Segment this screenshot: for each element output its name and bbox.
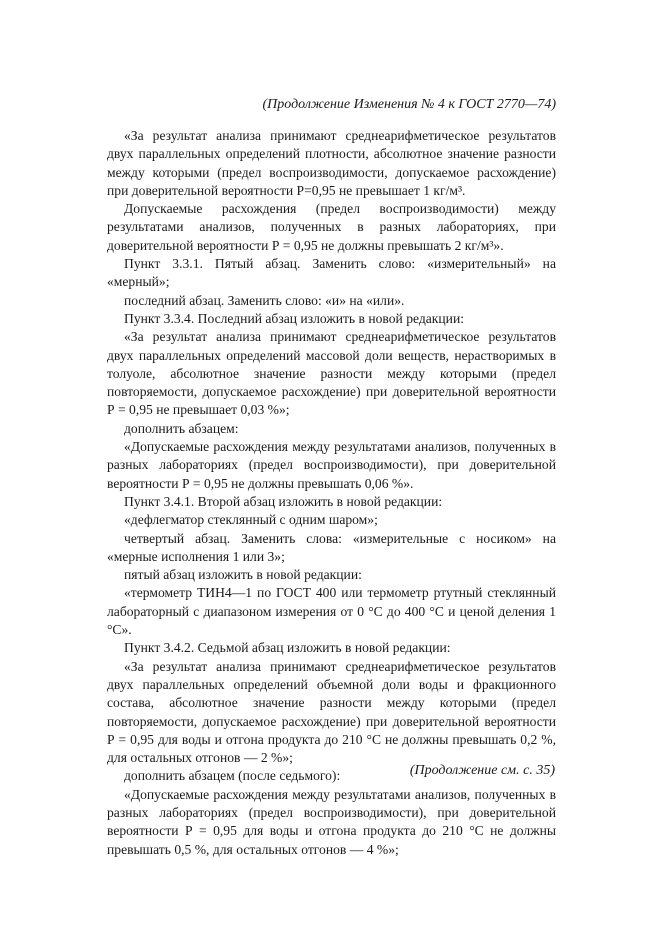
paragraph: «Допускаемые расхождения между результатами анализов, полученных в разных лабораториях (предел воспроизводимости), при доверительной вероятности Р = 0,95 не должны превышать 0,06 %».	[107, 439, 556, 491]
paragraph: «За результат анализа принимают среднеарифметическое результатов двух параллельных определений плотности, абсолютное значение разности между которыми (предел воспроизводимости, допускаемое расхождение) при доверительной вероятности Р=0,95 не превышает 1 кг/м³.	[107, 128, 556, 198]
paragraph: дополнить абзацем (после седьмого):	[124, 768, 341, 784]
paragraph: «Допускаемые расхождения между результатами анализов, полученных в разных лабораториях (предел воспроизводимости), при доверительной вероятности Р = 0,95 для воды и отгона продукта до 210 °С не должны превышать 0,5 %, для остальных отгонов — 4 %»;	[107, 786, 556, 857]
paragraph: «термометр ТИН4—1 по ГОСТ 400 или термометр ртутный стеклянный лабораторный с диапазоном измерения от 0 °С до 400 °С и ценой деления 1 °С».	[107, 585, 556, 638]
paragraph: «дефлегматор стеклянный с одним шаром»;	[124, 512, 378, 528]
paragraph: пятый абзац изложить в новой редакции:	[124, 567, 362, 583]
paragraph: Пункт 3.4.2. Седьмой абзац изложить в новой редакции:	[124, 640, 451, 656]
paragraph: Пункт 3.3.4. Последний абзац изложить в новой редакции:	[124, 310, 465, 326]
paragraph: Допускаемые расхождения (предел воспроизводимости) между результатами анализов, полученных в разных лабораториях, при доверительной вероятности Р = 0,95 не должны превышать 2 кг/м³».	[107, 201, 556, 253]
paragraph: Пункт 3.3.1. Пятый абзац. Заменить слово: «измерительный» на «мерный»;	[107, 256, 556, 290]
page-footer: (Продолжение см. с. 35)	[409, 763, 555, 778]
body-text	[107, 127, 556, 859]
paragraph: четвертый абзац. Заменить слова: «измерительные с носиком» на «мерные исполнения 1 или 3»;	[107, 530, 556, 564]
paragraph: «За результат анализа принимают среднеарифметическое результатов двух параллельных определений массовой доли веществ, нерастворимых в толуоле, абсолютное значение разности между которыми (предел повторяемости, допускаемое расхождение) при доверительной вероятности Р = 0,95 не превышает 0,03 %»;	[107, 329, 556, 418]
paragraph: «За результат анализа принимают среднеарифметическое результатов двух параллельных определений объемной доли воды и фракционного состава, абсолютное значение разности между которыми (предел повторяемости, допускаемое расхождение) при доверительной вероятности Р = 0,95 для воды и отгона продукта до 210 °С не должны превышать 0,2 %, для остальных отгонов — 2 %»;	[107, 658, 556, 766]
page-header: (Продолжение Изменения № 4 к ГОСТ 2770—74)	[262, 97, 556, 112]
paragraph: дополнить абзацем:	[124, 420, 239, 436]
paragraph: Пункт 3.4.1. Второй абзац изложить в новой редакции:	[124, 493, 443, 509]
paragraph: последний абзац. Заменить слово: «и» на «или».	[124, 292, 405, 308]
